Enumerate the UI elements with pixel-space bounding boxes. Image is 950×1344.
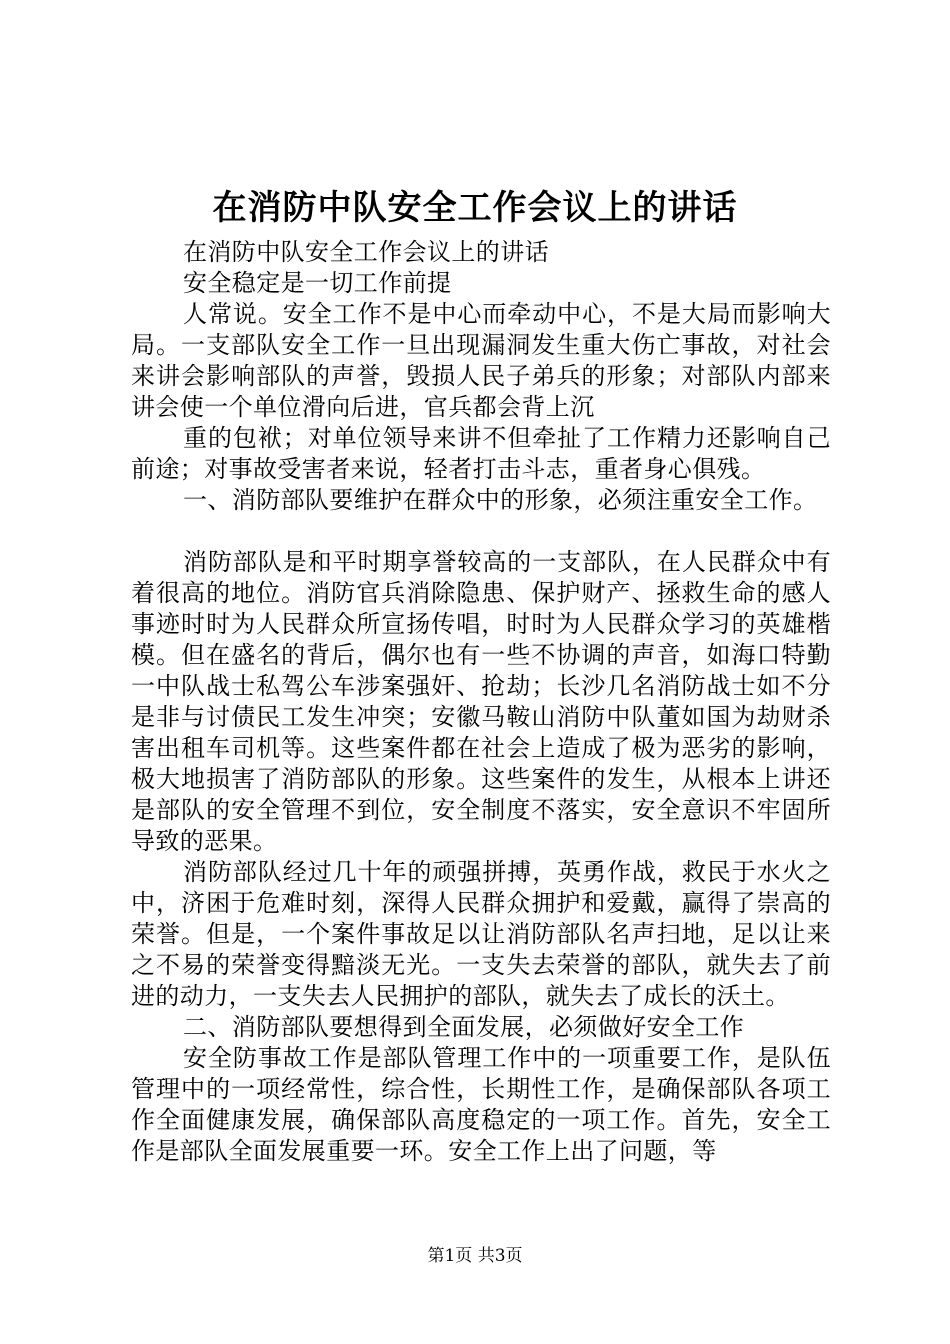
document-body — [131, 237, 831, 1167]
section-heading-one: 一、消防部队要维护在群众中的形象，必须注重安全工作。 — [183, 486, 818, 514]
paragraph-intro-continued: 重的包袱；对单位领导来讲不但牵扯了工作精力还影响自己前途；对事故受害者来说，轻者打击斗志，重者身心俱残。 — [131, 424, 831, 483]
paragraph-body: 安全防事故工作是部队管理工作中的一项重要工作，是队伍管理中的一项经常性，综合性，长期性工作，是确保部队各项工作全面健康发展，确保部队高度稳定的一项工作。首先，安全工作是部队全面发展重要一环。安全工作上出了问题，等 — [131, 1044, 831, 1165]
paragraph-intro: 人常说。安全工作不是中心而牵动中心，不是大局而影响大局。一支部队安全工作一旦出现漏洞发生重大伤亡事故，对社会来讲会影响部队的声誉，毁损人民子弟兵的形象；对部队内部来讲会使一个单位滑向后进，官兵都会背上沉 — [131, 300, 831, 421]
blank-line — [131, 516, 831, 547]
document-title: 在消防中队安全工作会议上的讲话 — [212, 188, 738, 228]
section-heading-two: 二、消防部队要想得到全面发展，必须做好安全工作 — [183, 1013, 745, 1041]
page-footer: 第1页 共3页 — [427, 1246, 523, 1266]
paragraph-heading: 安全稳定是一切工作前提 — [183, 269, 452, 297]
paragraph-body: 消防部队是和平时期享誉较高的一支部队，在人民群众中有着很高的地位。消防官兵消除隐患、保护财产、拯救生命的感人事迹时时为人民群众所宣扬传唱，时时为人民群众学习的英雄楷模。但在盛名的背后，偶尔也有一些不协调的声音，如海口特勤一中队战士私驾公车涉案强奸、抢劫；长沙几名消防战士如不分是非与讨债民工发生冲突；安徽马鞍山消防中队董如国为劫财杀害出租车司机等。这些案件都在社会上造成了极为恶劣的影响，极大地损害了消防部队的形象。这些案件的发生，从根本上讲还是部队的安全管理不到位，安全制度不落实，安全意识不牢固所导致的恶果。 — [131, 548, 831, 855]
paragraph-subtitle: 在消防中队安全工作会议上的讲话 — [183, 238, 549, 266]
paragraph-body: 消防部队经过几十年的顽强拼搏，英勇作战，救民于水火之中，济困于危难时刻，深得人民群众拥护和爱戴，赢得了崇高的荣誉。但是，一个案件事故足以让消防部队名声扫地，足以让来之不易的荣誉变得黯淡无光。一支失去荣誉的部队，就失去了前进的动力，一支失去人民拥护的部队，就失去了成长的沃土。 — [131, 858, 831, 1010]
